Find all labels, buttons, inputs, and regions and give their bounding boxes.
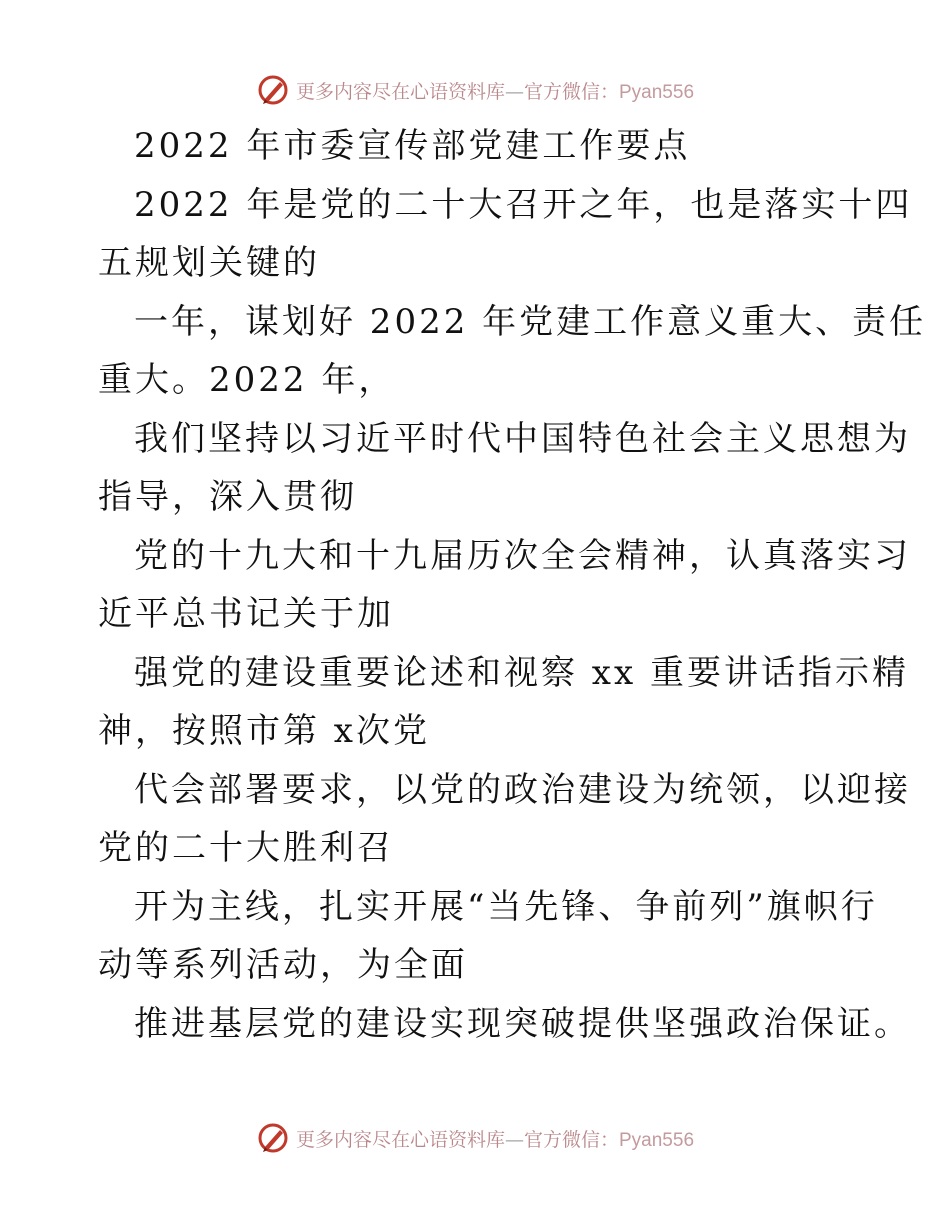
footer-watermark [0, 1118, 950, 1158]
paragraph-line: 重大。2022 年， [98, 360, 396, 400]
pen-logo-icon [256, 1121, 290, 1155]
paragraph-line: 开为主线，扎实开展“当先锋、争前列”旗帜行 [134, 886, 878, 927]
paragraph-line: 指导，深入贯彻 [98, 477, 357, 517]
watermark-text: 更多内容尽在心语资料库—官方微信：Pyan556 [295, 80, 695, 103]
paragraph-line: 2022 年是党的二十大召开之年，也是落实十四 [134, 184, 913, 225]
paragraph-line: 近平总书记关于加 [98, 594, 394, 634]
paragraph-line: 一年，谋划好 2022 年党建工作意义重大、责任 [134, 301, 927, 342]
document-body [98, 123, 927, 1059]
paragraph-line: 我们坚持以习近平时代中国特色社会主义思想为 [134, 418, 911, 459]
document-title: 2022 年市委宣传部党建工作要点 [134, 126, 691, 166]
paragraph-line: 党的十九大和十九届历次全会精神，认真落实习 [134, 535, 911, 576]
paragraph-line: 动等系列活动，为全面 [98, 945, 468, 985]
paragraph-line: 推进基层党的建设实现突破提供坚强政治保证。 [134, 1003, 911, 1044]
paragraph-line: 强党的建设重要论述和视察 xx 重要讲话指示精 [134, 652, 909, 693]
header-watermark [0, 70, 950, 110]
paragraph-line: 五规划关键的 [98, 243, 320, 283]
pen-logo-icon [256, 73, 290, 107]
paragraph-line: 代会部署要求，以党的政治建设为统领，以迎接 [134, 769, 911, 810]
paragraph-line: 党的二十大胜利召 [98, 828, 394, 868]
paragraph-line: 神，按照市第 x次党 [98, 711, 430, 751]
watermark-text: 更多内容尽在心语资料库—官方微信：Pyan556 [295, 1128, 695, 1151]
